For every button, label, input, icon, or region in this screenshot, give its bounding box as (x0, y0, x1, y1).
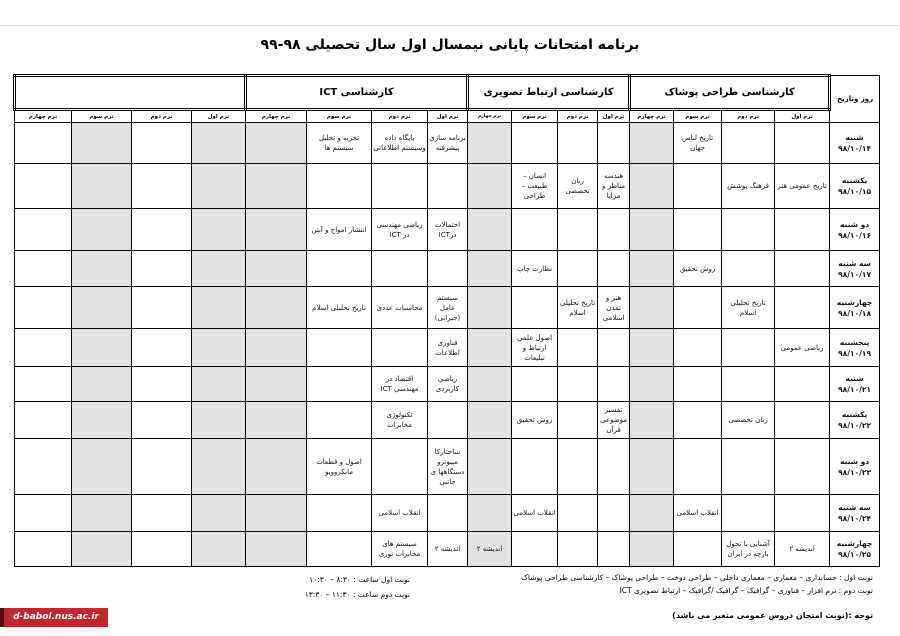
exam-date: ۹۸/۱۰/۱۴ (838, 144, 872, 153)
exam-course-cell (72, 164, 132, 209)
exam-course-cell: هنر و تمدن اسلامی (598, 287, 630, 329)
group-header-ict: کارشناسی ICT (246, 76, 468, 110)
day-name: دو شنبه (839, 456, 870, 466)
exam-course-cell (428, 495, 468, 532)
group-header-visual-communication: کارشناسی ارتباط تصویری (468, 76, 630, 110)
group-header-unlabeled (15, 76, 246, 110)
exam-course-cell (558, 123, 598, 164)
exam-course-cell (192, 439, 246, 495)
term-header: ترم سوم (674, 110, 722, 123)
exam-course-cell (307, 402, 372, 439)
exam-course-cell: فرهنگ پوشش (722, 164, 775, 209)
schedule-row (15, 123, 880, 164)
exam-course-cell: فناوری اطلاعات (428, 329, 468, 367)
exam-course-cell (512, 287, 558, 329)
exam-course-cell (132, 123, 192, 164)
general-courses-note: توجه :(نوبت امتحان دروس عمومی متغیر می باشد) (672, 611, 873, 620)
exam-course-cell (132, 251, 192, 287)
exam-course-cell: اقتصاد در مهندسی ICT (372, 367, 428, 402)
exam-course-cell (246, 367, 307, 402)
exam-course-cell (630, 367, 674, 402)
exam-course-cell (192, 123, 246, 164)
exam-course-cell: ریاضی مهندسی در ICT (372, 209, 428, 251)
exam-course-cell (428, 402, 468, 439)
exam-course-cell (512, 439, 558, 495)
exam-course-cell (558, 251, 598, 287)
exam-date: ۹۸/۱۰/۱۵ (838, 187, 872, 196)
exam-course-cell: انقلاب اسلامی (674, 495, 722, 532)
term-header: ترم اول (775, 110, 830, 123)
exam-course-cell (72, 439, 132, 495)
exam-course-cell: تفسیر موضوعی قرآن (598, 402, 630, 439)
exam-course-cell (630, 209, 674, 251)
exam-course-cell: ریاضی عمومی (775, 329, 830, 367)
exam-course-cell (246, 164, 307, 209)
exam-course-cell (674, 164, 722, 209)
exam-course-cell (512, 532, 558, 567)
exam-course-cell (246, 123, 307, 164)
exam-course-cell (72, 123, 132, 164)
exam-course-cell (598, 495, 630, 532)
exam-course-cell (192, 287, 246, 329)
exam-date: ۹۸/۱۰/۲۲ (838, 421, 872, 430)
exam-course-cell (246, 532, 307, 567)
exam-course-cell (372, 164, 428, 209)
exam-course-cell: اصول و قطعات مایکروویو (307, 439, 372, 495)
exam-course-cell: تاریخ تحلیلی اسلام (307, 287, 372, 329)
exam-course-cell (72, 402, 132, 439)
exam-course-cell (468, 495, 512, 532)
exam-course-cell: انتشار امواج و آنتن (307, 209, 372, 251)
exam-course-cell (722, 329, 775, 367)
exam-course-cell (15, 402, 72, 439)
schedule-row (15, 251, 880, 287)
schedule-row (15, 439, 880, 495)
first-shift-time: نوبت اول ساعت : ۸:۳۰ – ۱۰:۳۰ (309, 575, 410, 584)
exam-course-cell (674, 329, 722, 367)
first-shift-programs: نوبت اول : حسابداری – معماری – معماری داخلی – طراحی دوخت – طراحی پوشاک – کارشناسی طراحی پوشاک (521, 573, 873, 582)
exam-course-cell (598, 329, 630, 367)
term-header: ترم اول (598, 110, 630, 123)
term-header: ترم دوم (132, 110, 192, 123)
exam-course-cell (132, 439, 192, 495)
exam-course-cell (598, 123, 630, 164)
exam-course-cell (72, 287, 132, 329)
term-header: ترم چهارم (15, 110, 72, 123)
exam-schedule-table (13, 74, 880, 567)
exam-course-cell (192, 209, 246, 251)
exam-course-cell (674, 402, 722, 439)
day-date-cell (830, 209, 880, 251)
exam-course-cell (132, 495, 192, 532)
exam-course-cell (132, 329, 192, 367)
schedule-row (15, 209, 880, 251)
schedule-row (15, 532, 880, 567)
exam-course-cell (246, 439, 307, 495)
exam-course-cell (674, 532, 722, 567)
exam-course-cell (630, 495, 674, 532)
exam-course-cell (674, 209, 722, 251)
term-header: ترم چهارم (246, 110, 307, 123)
exam-course-cell (722, 495, 775, 532)
day-date-cell (830, 532, 880, 567)
exam-course-cell: اندیشه ۲ (468, 532, 512, 567)
day-date-header: روز وتاریخ (830, 76, 880, 123)
day-name: پنجشنبه (839, 337, 870, 347)
exam-course-cell (775, 123, 830, 164)
term-header: ترم چهارم (468, 110, 512, 123)
exam-course-cell (674, 439, 722, 495)
day-name: چهارشنبه (836, 539, 873, 548)
exam-course-cell (307, 532, 372, 567)
exam-course-cell: زبان تخصصی (558, 164, 598, 209)
exam-course-cell (72, 367, 132, 402)
exam-course-cell (72, 209, 132, 251)
exam-course-cell: سیستم عامل (جبرانی) (428, 287, 468, 329)
exam-course-cell (630, 329, 674, 367)
exam-course-cell (307, 329, 372, 367)
exam-course-cell (192, 329, 246, 367)
exam-course-cell (630, 123, 674, 164)
exam-course-cell (722, 123, 775, 164)
term-header: ترم سوم (307, 110, 372, 123)
exam-course-cell (132, 367, 192, 402)
exam-course-cell: تجزیه و تحلیل سیستم ها (307, 123, 372, 164)
exam-course-cell (72, 329, 132, 367)
exam-course-cell (192, 532, 246, 567)
exam-course-cell (468, 367, 512, 402)
exam-course-cell: احتمالات درICT (428, 209, 468, 251)
exam-course-cell (246, 251, 307, 287)
exam-course-cell (630, 402, 674, 439)
day-name: چهارشنبه (836, 297, 873, 307)
exam-course-cell (722, 367, 775, 402)
group-header-row (15, 76, 880, 110)
exam-course-cell (468, 287, 512, 329)
exam-course-cell (558, 402, 598, 439)
schedule-row (15, 402, 880, 439)
day-name: یکشنبه (841, 410, 868, 419)
exam-course-cell (246, 402, 307, 439)
exam-course-cell (15, 209, 72, 251)
exam-course-cell: روش تحقیق (674, 251, 722, 287)
exam-course-cell (558, 329, 598, 367)
exam-course-cell: ساختارکا مپیوترو دستگاهها ی جانبی (428, 439, 468, 495)
day-date-cell (830, 495, 880, 532)
exam-date: ۹۸/۱۰/۲۳ (838, 467, 872, 477)
exam-course-cell (558, 209, 598, 251)
schedule-row (15, 367, 880, 402)
exam-course-cell: نظارت چاپ (512, 251, 558, 287)
second-shift-time: نوبت دوم ساعت : ۱۱:۳۰ – ۱۳:۳۰ (304, 590, 410, 599)
exam-course-cell: انقلاب اسلامی (512, 495, 558, 532)
exam-course-cell (307, 367, 372, 402)
exam-course-cell (132, 164, 192, 209)
exam-course-cell: تکنولوژی مخابرات (372, 402, 428, 439)
exam-course-cell (775, 367, 830, 402)
exam-course-cell (132, 532, 192, 567)
exam-course-cell (775, 251, 830, 287)
exam-course-cell (512, 209, 558, 251)
exam-course-cell: تاریخ تحلیلی اسلام (722, 287, 775, 329)
exam-course-cell (775, 287, 830, 329)
exam-course-cell: هندسه مناظر و مرایا (598, 164, 630, 209)
term-header: ترم اول (192, 110, 246, 123)
exam-course-cell (598, 439, 630, 495)
exam-course-cell (598, 532, 630, 567)
day-date-cell (830, 164, 880, 209)
exam-course-cell (15, 329, 72, 367)
exam-course-cell (192, 402, 246, 439)
exam-course-cell (15, 287, 72, 329)
exam-course-cell (246, 209, 307, 251)
exam-course-cell: آشنایی با تحول بارچه در ایران (722, 532, 775, 567)
exam-course-cell: محاسبات عددی (372, 287, 428, 329)
exam-course-cell (72, 495, 132, 532)
exam-course-cell (598, 251, 630, 287)
exam-course-cell (132, 402, 192, 439)
exam-course-cell (468, 123, 512, 164)
exam-date: ۹۸/۱۰/۱۹ (838, 348, 872, 358)
exam-course-cell (630, 164, 674, 209)
exam-course-cell (775, 495, 830, 532)
second-shift-programs: نوبت دوم : نرم افزار – فناوری – گرافیک – گرافیک /گرافیک – ارتباط تصویری ICT (619, 586, 873, 595)
exam-course-cell: اصول علمی ارتباط و تبلیغات (512, 329, 558, 367)
top-divider (0, 25, 900, 26)
exam-course-cell (246, 287, 307, 329)
day-date-cell (830, 251, 880, 287)
exam-course-cell (15, 123, 72, 164)
exam-date: ۹۸/۱۰/۱۷ (838, 269, 872, 279)
exam-course-cell (512, 123, 558, 164)
day-date-cell (830, 402, 880, 439)
exam-course-cell (132, 287, 192, 329)
exam-course-cell (307, 251, 372, 287)
exam-course-cell (15, 367, 72, 402)
day-date-cell (830, 367, 880, 402)
exam-course-cell (246, 329, 307, 367)
exam-course-cell (722, 439, 775, 495)
exam-course-cell (192, 367, 246, 402)
term-header: ترم دوم (558, 110, 598, 123)
exam-course-cell (468, 402, 512, 439)
exam-course-cell (428, 164, 468, 209)
exam-course-cell (630, 251, 674, 287)
schedule-row (15, 495, 880, 532)
exam-course-cell: زبان تخصصی (722, 402, 775, 439)
exam-course-cell (630, 532, 674, 567)
exam-course-cell (674, 287, 722, 329)
exam-course-cell: روش تحقیق (512, 402, 558, 439)
exam-date: ۹۸/۱۰/۱۶ (838, 230, 872, 240)
exam-course-cell (468, 329, 512, 367)
exam-course-cell (246, 495, 307, 532)
exam-course-cell (775, 402, 830, 439)
exam-course-cell (428, 251, 468, 287)
exam-date: ۹۸/۱۰/۲۱ (838, 385, 872, 394)
exam-course-cell: اندیشه ۲ (775, 532, 830, 567)
exam-course-cell (15, 251, 72, 287)
exam-course-cell: انقلاب اسلامی (372, 495, 428, 532)
exam-course-cell (468, 251, 512, 287)
exam-course-cell (72, 251, 132, 287)
schedule-body (15, 123, 880, 567)
exam-course-cell: اندیشه ۲ (428, 532, 468, 567)
exam-course-cell: ریاضی کاربردی (428, 367, 468, 402)
exam-course-cell (15, 495, 72, 532)
site-watermark: d-babol.nus.ac.ir (0, 608, 108, 627)
exam-course-cell: پایگاه داده وسیستم اطلاعاتی (372, 123, 428, 164)
exam-course-cell (558, 495, 598, 532)
exam-course-cell (192, 164, 246, 209)
group-header-fashion-design: کارشناسی طراحی پوشاک (630, 76, 830, 110)
page-title: برنامه امتحانات پایانی نیمسال اول سال تحصیلی ۹۸-۹۹ (260, 37, 640, 53)
exam-course-cell (512, 367, 558, 402)
day-name: دو شنبه (839, 219, 870, 229)
day-name: یکشنبه (841, 176, 868, 185)
schedule-row (15, 287, 880, 329)
exam-course-cell: تاریخ تحلیلی اسلام (558, 287, 598, 329)
exam-course-cell (372, 251, 428, 287)
term-header: ترم سوم (72, 110, 132, 123)
term-header-row (15, 110, 880, 123)
exam-course-cell (15, 439, 72, 495)
exam-course-cell (775, 439, 830, 495)
day-date-cell (830, 287, 880, 329)
exam-date: ۹۸/۱۰/۲۵ (838, 550, 872, 559)
exam-course-cell (558, 439, 598, 495)
term-header: ترم چهارم (630, 110, 674, 123)
exam-date: ۹۸/۱۰/۱۸ (838, 308, 872, 318)
exam-course-cell (598, 367, 630, 402)
exam-course-cell (468, 209, 512, 251)
day-name: سه شنبه (838, 258, 871, 268)
term-header: ترم سوم (512, 110, 558, 123)
exam-course-cell (722, 209, 775, 251)
exam-course-cell (15, 532, 72, 567)
day-name: شنبه (845, 374, 864, 383)
exam-course-cell (15, 164, 72, 209)
schedule-row (15, 329, 880, 367)
exam-course-cell (307, 495, 372, 532)
exam-course-cell: برنامه سازی پیشرفته (428, 123, 468, 164)
exam-course-cell (72, 532, 132, 567)
exam-course-cell (468, 164, 512, 209)
exam-course-cell (192, 251, 246, 287)
exam-course-cell (372, 439, 428, 495)
exam-course-cell (468, 439, 512, 495)
day-name: سه شنبه (838, 503, 871, 512)
term-header: ترم اول (428, 110, 468, 123)
day-date-cell (830, 123, 880, 164)
exam-course-cell (722, 251, 775, 287)
exam-course-cell: تاریخ لباس جهان (674, 123, 722, 164)
exam-course-cell (192, 495, 246, 532)
exam-course-cell (558, 532, 598, 567)
exam-course-cell (372, 329, 428, 367)
exam-course-cell (558, 367, 598, 402)
exam-course-cell: سیستم های مخابرات نوری (372, 532, 428, 567)
term-header: ترم دوم (722, 110, 775, 123)
day-name: شنبه (845, 133, 864, 142)
schedule-row (15, 164, 880, 209)
exam-course-cell (630, 439, 674, 495)
day-date-cell (830, 439, 880, 495)
term-header: ترم دوم (372, 110, 428, 123)
exam-course-cell (598, 209, 630, 251)
exam-course-cell (132, 209, 192, 251)
exam-course-cell: تاریخ عمومی هنر (775, 164, 830, 209)
exam-course-cell (630, 287, 674, 329)
day-date-cell (830, 329, 880, 367)
exam-course-cell (307, 164, 372, 209)
exam-course-cell (674, 367, 722, 402)
exam-date: ۹۸/۱۰/۲۴ (838, 514, 872, 523)
exam-course-cell: انسان – طبیعت – طراحی (512, 164, 558, 209)
exam-course-cell (775, 209, 830, 251)
